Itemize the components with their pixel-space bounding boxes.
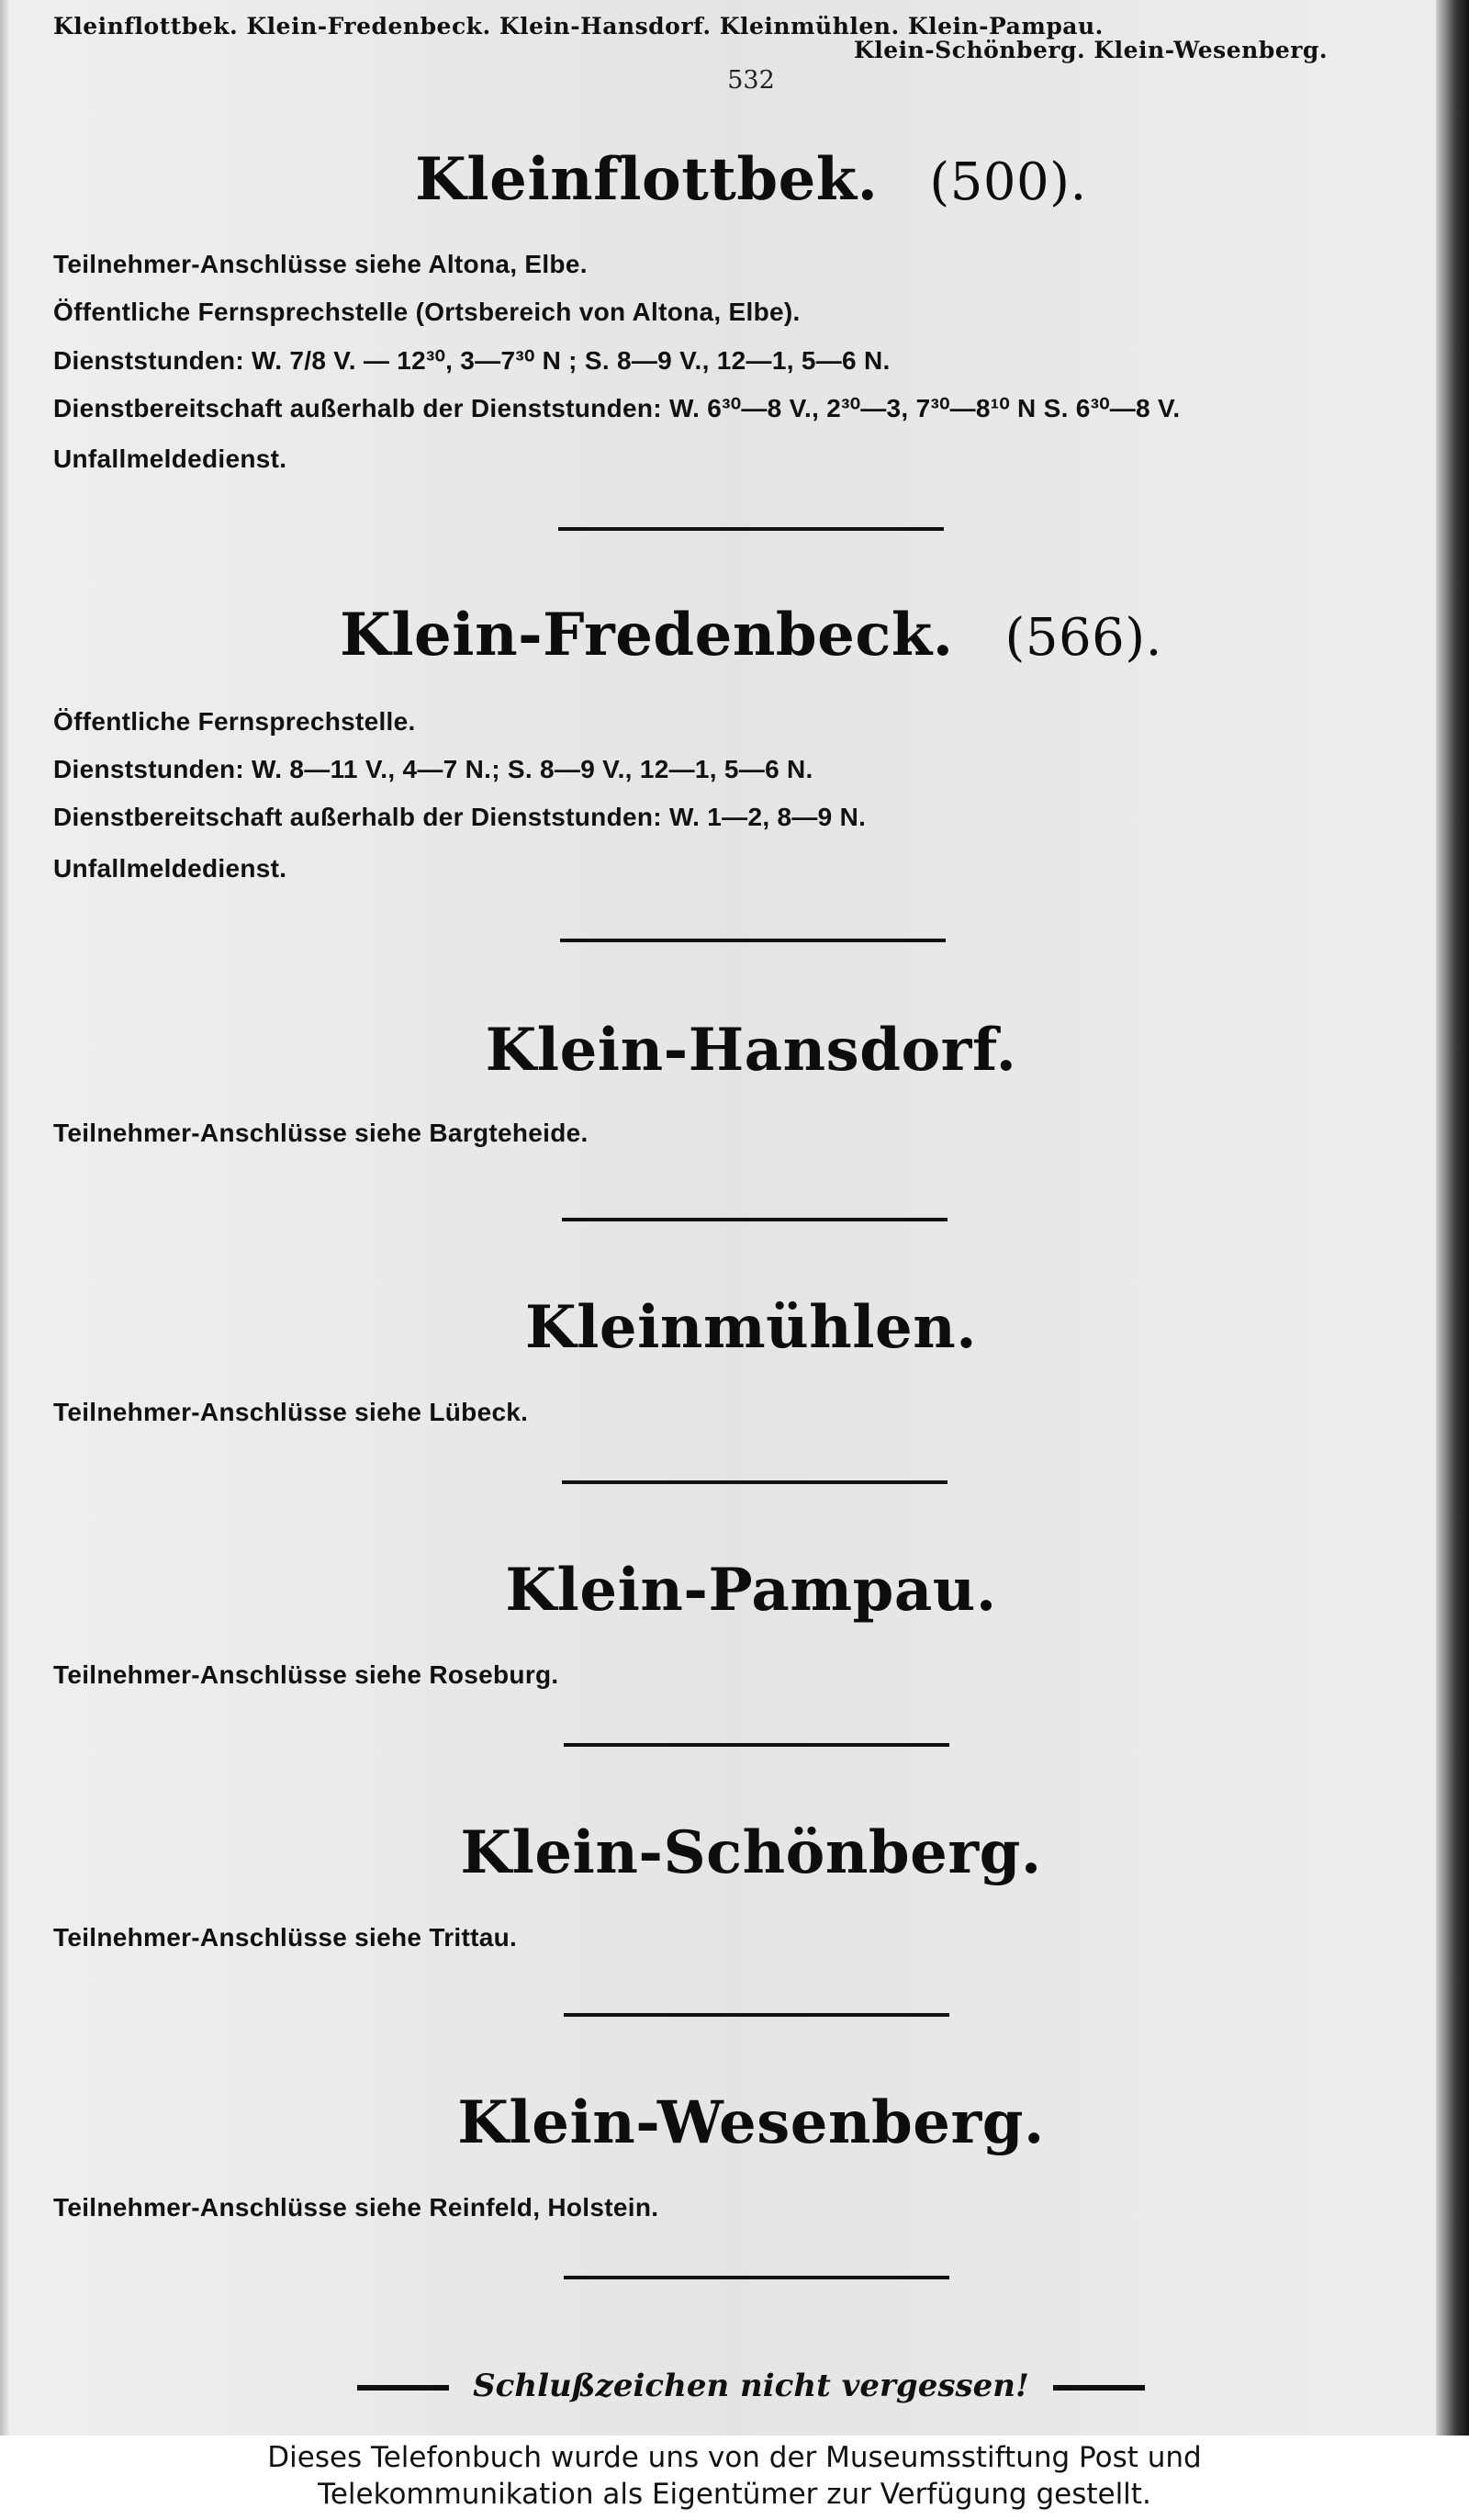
heading-text: Kleinmühlen. (524, 1293, 978, 1362)
entry-line: Teilnehmer-Anschlüsse siehe Trittau. (53, 1923, 518, 1952)
entry-line: Teilnehmer-Anschlüsse siehe Bargteheide. (53, 1119, 589, 1147)
running-head-line-2: Klein-Schönberg. Klein-Wesenberg. (854, 37, 1329, 63)
section-divider (564, 2013, 949, 2017)
exchange-code: (500). (929, 152, 1087, 212)
entry-line: Öffentliche Fernsprechstelle. (53, 707, 416, 736)
entry-line: Dienststunden: W. 8—11 V., 4—7 N.; S. 8—9 V., 12—1, 5—6 N. (53, 755, 813, 783)
heading-text: Klein-Wesenberg. (457, 2088, 1045, 2157)
heading-text: Klein-Pampau. (505, 1556, 997, 1625)
section-heading-klein-pampau (0, 1556, 1469, 1625)
reminder-dash-left (357, 2385, 449, 2391)
closing-reminder (0, 2368, 1469, 2404)
section-heading-klein-schoenberg (0, 1818, 1469, 1887)
heading-text: Klein-Hansdorf. (485, 1016, 1017, 1085)
section-divider (562, 1480, 948, 1484)
section-divider (564, 1743, 949, 1747)
running-head-line-1: Kleinflottbek. Klein-Fredenbeck. Klein-Hansdorf. Kleinmühlen. Klein-Pampau. (53, 13, 1104, 39)
section-heading-klein-wesenberg (0, 2088, 1469, 2157)
entry-line: Teilnehmer-Anschlüsse siehe Altona, Elbe. (53, 250, 588, 278)
section-heading-klein-fredenbeck (0, 601, 1469, 669)
entry-line: Teilnehmer-Anschlüsse siehe Lübeck. (53, 1398, 529, 1426)
page-binding-shadow (1436, 0, 1469, 2436)
exchange-code: (566). (1004, 608, 1162, 668)
reminder-dash-right (1053, 2385, 1145, 2391)
heading-text: Kleinflottbek. (415, 145, 879, 214)
entry-line: Dienstbereitschaft außerhalb der Dienststunden: W. 1—2, 8—9 N. (53, 803, 867, 831)
entry-line: Dienstbereitschaft außerhalb der Dienststunden: W. 6³⁰—8 V., 2³⁰—3, 7³⁰—8¹⁰ N S. 6³⁰—8 V. (53, 394, 1181, 422)
page-left-edge (0, 0, 9, 2436)
entry-line: Teilnehmer-Anschlüsse siehe Reinfeld, Holstein. (53, 2193, 659, 2222)
section-heading-klein-hansdorf (0, 1016, 1469, 1085)
entry-line: Dienststunden: W. 7/8 V. — 12³⁰, 3—7³⁰ N ; S. 8—9 V., 12—1, 5—6 N. (53, 346, 891, 375)
reminder-text: Schlußzeichen nicht vergessen! (473, 2368, 1029, 2404)
heading-text: Klein-Schönberg. (460, 1818, 1042, 1887)
heading-text: Klein-Fredenbeck. (340, 601, 954, 669)
section-divider (564, 2276, 949, 2279)
section-heading-kleinflottbek (0, 145, 1469, 214)
entry-line: Öffentliche Fernsprechstelle (Ortsbereich von Altona, Elbe). (53, 298, 801, 326)
page-number: 532 (727, 66, 775, 95)
entry-line: Teilnehmer-Anschlüsse siehe Roseburg. (53, 1660, 559, 1689)
caption-line-2: Telekommunikation als Eigentümer zur Verfügung gestellt. (318, 2478, 1151, 2511)
section-divider (560, 939, 946, 942)
section-divider (558, 527, 944, 531)
section-heading-kleinmuehlen (0, 1293, 1469, 1362)
caption-line-1: Dieses Telefonbuch wurde uns von der Museumsstiftung Post und (267, 2441, 1202, 2474)
archive-caption (0, 2436, 1469, 2520)
entry-line: Unfallmeldedienst. (53, 444, 287, 473)
section-divider (562, 1218, 948, 1221)
entry-line: Unfallmeldedienst. (53, 854, 287, 883)
